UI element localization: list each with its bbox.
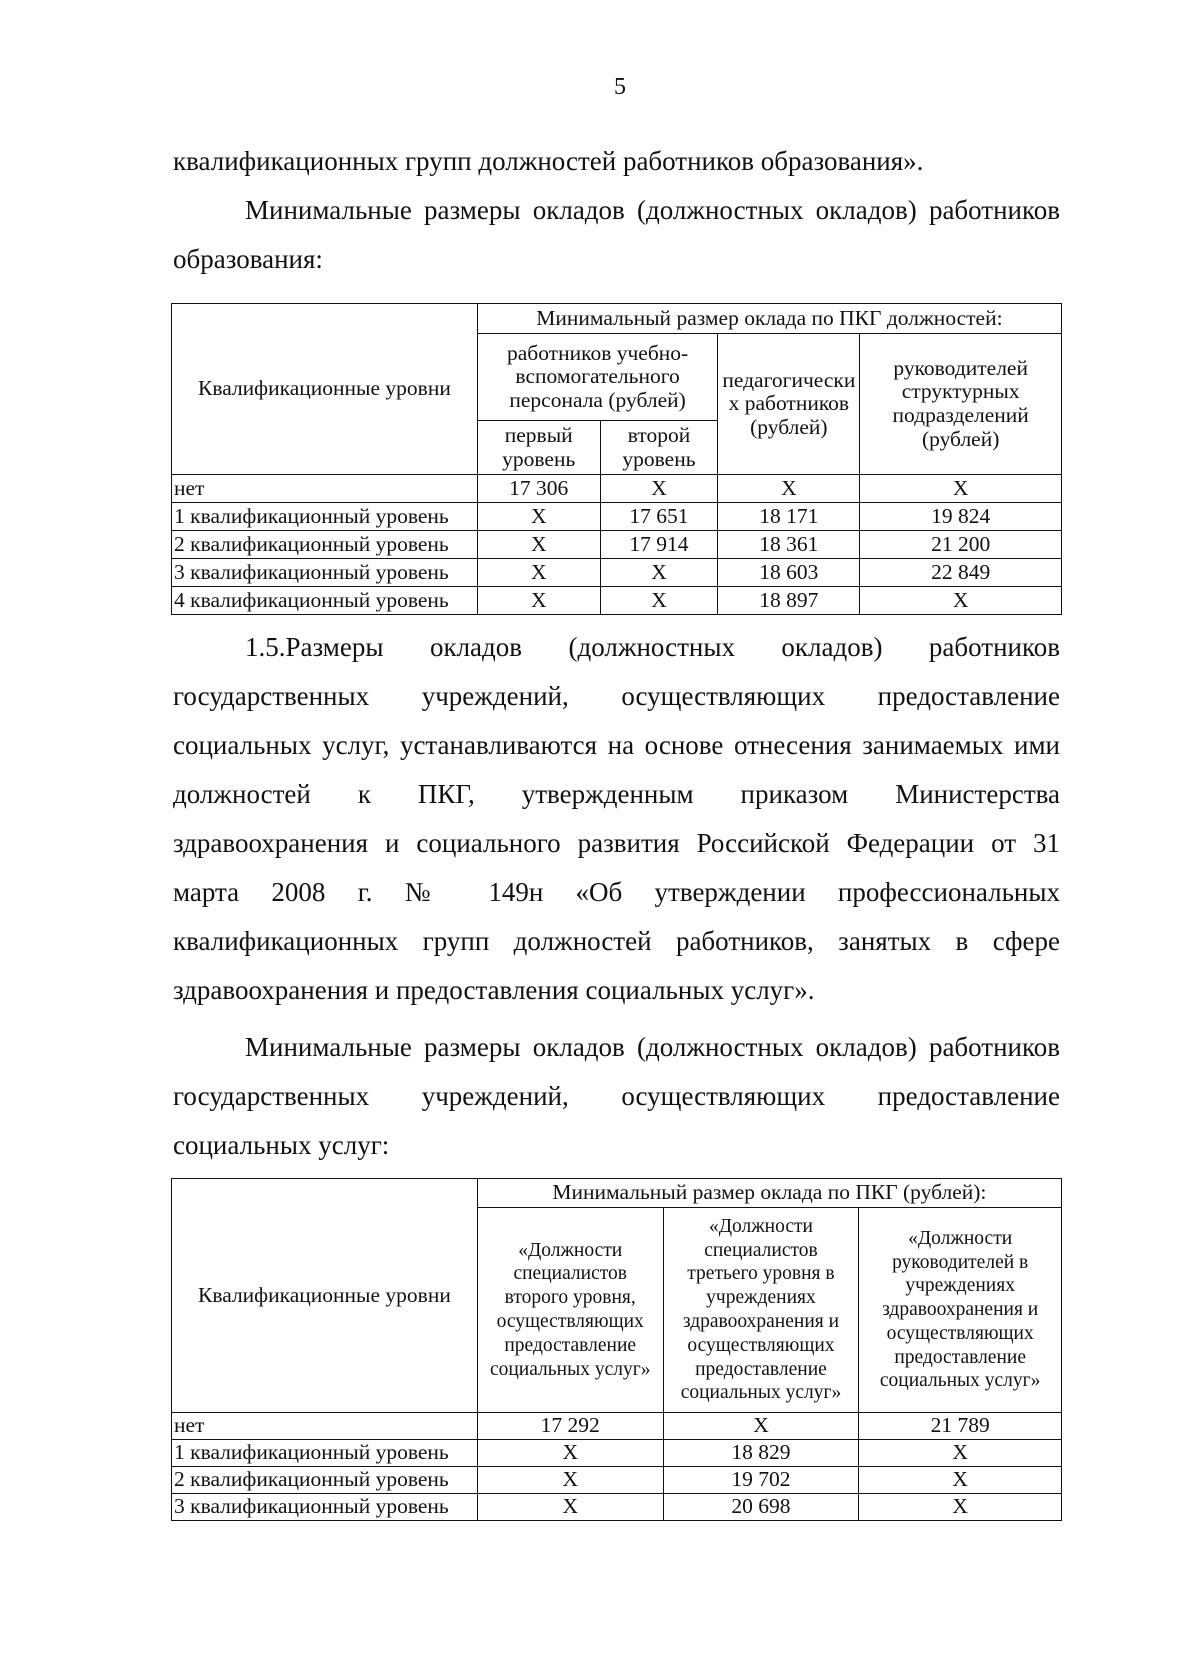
table-cell: X	[477, 503, 600, 531]
levels-header: Квалификационные уровни	[172, 1179, 478, 1413]
row-label: 1 квалификационный уровень	[172, 503, 478, 531]
table-cell: 19 702	[663, 1467, 859, 1494]
col-pedagogical: педагогически х работников (рублей)	[718, 334, 860, 475]
table-cell: X	[600, 587, 718, 615]
table-row	[172, 1494, 1062, 1521]
table-cell: X	[600, 559, 718, 587]
page-number: 5	[614, 74, 626, 100]
col-department-heads: руководителей структурных подразделений (рублей)	[860, 334, 1062, 475]
table-cell: 17 292	[477, 1413, 663, 1440]
table-row	[172, 1413, 1062, 1440]
table-cell: 17 651	[600, 503, 718, 531]
table-cell: 18 361	[718, 531, 860, 559]
table-row	[172, 475, 1062, 503]
table-cell: X	[859, 1467, 1062, 1494]
table-cell: 21 200	[860, 531, 1062, 559]
col-third-level-specialists: «Должности специалистов третьего уровня в учреждениях здравоохранения и осуществляющих предоставление социальных услуг»	[663, 1208, 859, 1413]
row-label: 1 квалификационный уровень	[172, 1440, 478, 1467]
group-header: Минимальный размер оклада по ПКГ должностей:	[477, 304, 1061, 334]
col-support-staff: работников учебно-вспомогательного персонала (рублей)	[477, 334, 718, 421]
row-label: 3 квалификационный уровень	[172, 559, 478, 587]
row-label: 3 квалификационный уровень	[172, 1494, 478, 1521]
paragraph-section-1-5: 1.5.Размеры окладов (должностных окладов) работников государственных учреждений, осуществляющих предоставление социальных услуг, устанавливаются на основе отнесения занимаемых ими должностей к ПКГ, утвержденным приказом Министерства здравоохранения и социального развития Российской Федерации от 31 марта 2008 г. № 149н «Об утверждении профессиональных квалификационных групп должностей работников, занятых в сфере здравоохранения и предоставления социальных услуг».	[173, 632, 1060, 1005]
row-label: 2 квалификационный уровень	[172, 1467, 478, 1494]
table-cell: 18 829	[663, 1440, 859, 1467]
col-second-level: второй уровень	[600, 421, 718, 475]
paragraph-social-intro: Минимальные размеры окладов (должностных окладов) работников государственных учреждений, осуществляющих предоставление социальных услуг:	[173, 1032, 1060, 1160]
table-row	[172, 1467, 1062, 1494]
paragraph-continuation: квалификационных групп должностей работников образования».	[173, 146, 924, 176]
table-cell: 19 824	[860, 503, 1062, 531]
table-cell: 20 698	[663, 1494, 859, 1521]
table-cell: 18 603	[718, 559, 860, 587]
table-cell: X	[477, 587, 600, 615]
table-cell: X	[718, 475, 860, 503]
col-second-level-specialists: «Должности специалистов второго уровня, осуществляющих предоставление социальных услуг»	[477, 1208, 663, 1413]
table-cell: 17 306	[477, 475, 600, 503]
table-cell: X	[477, 1440, 663, 1467]
row-label: 2 квалификационный уровень	[172, 531, 478, 559]
table-cell: X	[477, 1467, 663, 1494]
col-first-level: первый уровень	[477, 421, 600, 475]
table-cell: X	[859, 1494, 1062, 1521]
col-heads: «Должности руководителей в учреждениях здравоохранения и осуществляющих предоставление социальных услуг»	[859, 1208, 1062, 1413]
table-row	[172, 531, 1062, 559]
table-cell: X	[477, 1494, 663, 1521]
group-header: Минимальный размер оклада по ПКГ (рублей):	[477, 1179, 1061, 1208]
table-row	[172, 587, 1062, 615]
table-cell: X	[600, 475, 718, 503]
table-cell: X	[859, 1440, 1062, 1467]
table-row	[172, 1440, 1062, 1467]
table-row	[172, 559, 1062, 587]
paragraph-education-intro: Минимальные размеры окладов (должностных окладов) работников образования:	[173, 195, 1060, 274]
table-cell: X	[663, 1413, 859, 1440]
levels-header: Квалификационные уровни	[172, 304, 478, 475]
table-cell: 21 789	[859, 1413, 1062, 1440]
table-cell: 22 849	[860, 559, 1062, 587]
table-cell: X	[477, 559, 600, 587]
intro-text	[173, 137, 1060, 284]
row-label: нет	[172, 475, 478, 503]
table-cell: X	[860, 587, 1062, 615]
table-cell: 18 171	[718, 503, 860, 531]
table-cell: X	[477, 531, 600, 559]
social-services-salary-table	[171, 1178, 1062, 1521]
row-label: 4 квалификационный уровень	[172, 587, 478, 615]
table-cell: 17 914	[600, 531, 718, 559]
table-cell: 18 897	[718, 587, 860, 615]
row-label: нет	[172, 1413, 478, 1440]
table-row	[172, 503, 1062, 531]
section-1-5-text	[173, 623, 1060, 1170]
table-cell: X	[860, 475, 1062, 503]
education-salary-table	[171, 303, 1062, 615]
